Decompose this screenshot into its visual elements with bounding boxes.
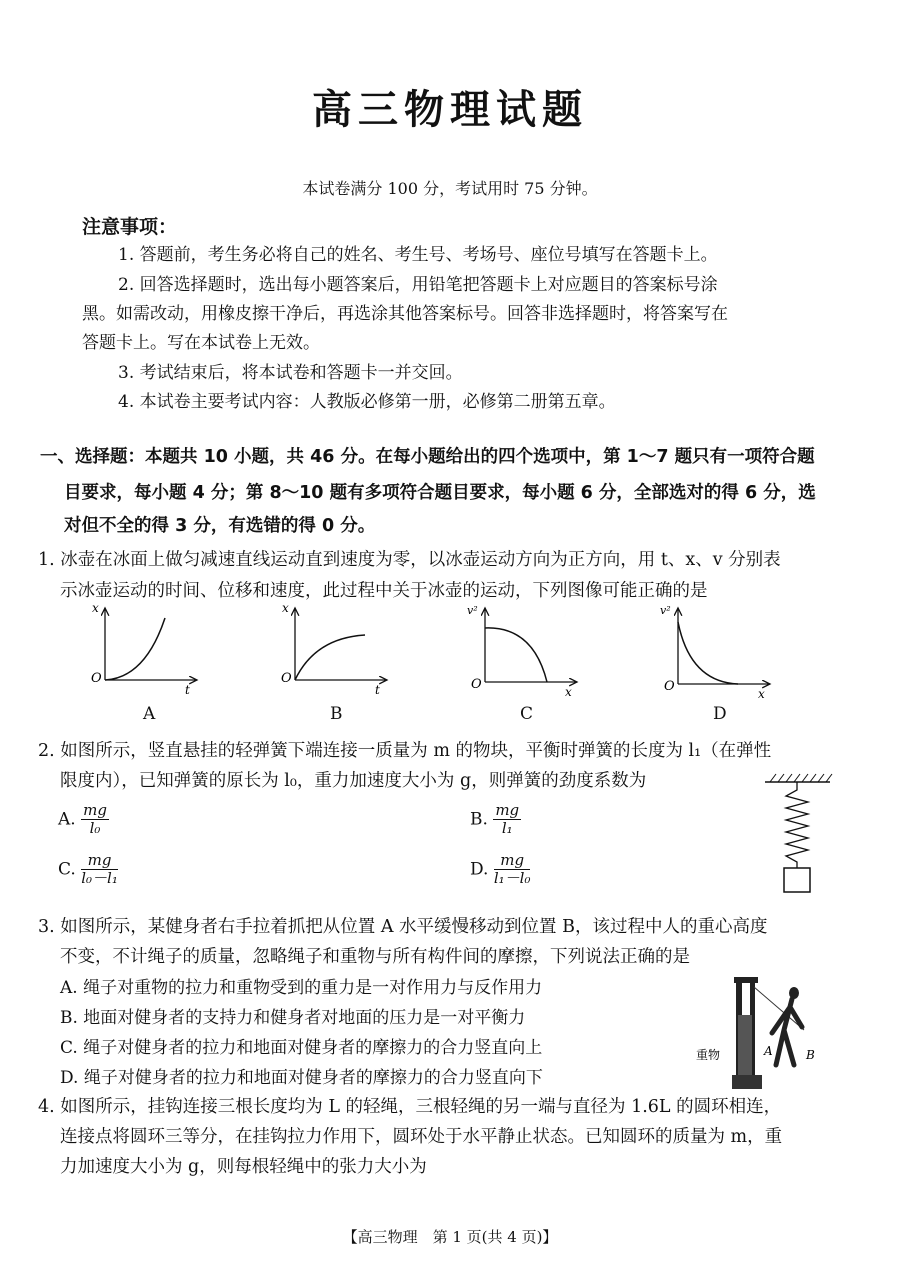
q2-option-d: D. $\frac{mg}{\text{l₁－l₀}}$ [470,851,531,888]
q2-option-c: C. $\frac{mg}{\text{l₀－l₁}}$ [58,851,118,888]
x-axis-label: x [565,685,572,699]
q4-stem: 力加速度大小为 g，则每根轻绳中的张力大小为 [60,1157,427,1177]
graph-label: D [713,704,727,724]
q3-option-d: D. 绳子对健身者的拉力和地面对健身者的摩擦力的合力竖直向下 [60,1068,543,1088]
q3-stem: 3. 如图所示，某健身者右手拉着抓把从位置 A 水平缓慢移动到位置 B，该过程中人的重心高度 [38,917,768,937]
notice-line: 黑。如需改动，用橡皮擦干净后，再选涂其他答案标号。回答非选择题时，将答案写在 [82,304,728,324]
notice-line: 2. 回答选择题时，选出每小题答案后，用铅笔把答题卡上对应题目的答案标号涂 [118,275,718,295]
origin-label: O [91,671,102,686]
notice-line: 答题卡上。写在本试卷上无效。 [82,333,320,353]
y-axis-label: v² [467,604,478,617]
exam-subtitle: 本试卷满分 100 分，考试用时 75 分钟。 [302,179,598,198]
graph-label: C [520,704,534,724]
q1-graph-c [465,600,585,700]
q2-stem: 限度内），已知弹簧的原长为 l₀，重力加速度大小为 g，则弹簧的劲度系数为 [60,771,647,791]
q2-spring-figure [760,770,840,900]
q4-stem: 4. 如图所示，挂钩连接三根长度均为 L 的轻绳，三根轻绳的另一端与直径为 1.6L 的圆环相连， [38,1097,782,1117]
notice-line: 1. 答题前，考生务必将自己的姓名、考生号、考场号、座位号填写在答题卡上。 [118,245,718,265]
origin-label: O [471,677,482,692]
x-axis-label: x [758,687,765,700]
q2-option-a: A. $\frac{mg}{\text{l₀}}$ [58,801,107,838]
q1-graph-a [85,600,205,700]
block [784,868,810,892]
q2-stem: 2. 如图所示，竖直悬挂的轻弹簧下端连接一质量为 m 的物块，平衡时弹簧的长度为 l₁（在弹性 [38,741,772,761]
q4-stem: 连接点将圆环三等分，在挂钩拉力作用下，圆环处于水平静止状态。已知圆环的质量为 m，重 [60,1127,783,1147]
x-axis-label: t [375,683,380,697]
q2-option-b: B. $\frac{mg}{\text{l₁}}$ [470,801,520,838]
section-text: 对但不全的得 3 分，有选错的得 0 分。 [64,516,376,536]
section-text: 目要求，每小题 4 分；第 8～10 题有多项符合题目要求，每小题 6 分，全部选对的得 6 分，选 [64,483,816,503]
spring [786,782,808,868]
graph-label: A [143,704,156,724]
notice-line: 3. 考试结束后，将本试卷和答题卡一并交回。 [118,363,463,383]
q1-graph-b [275,600,395,700]
y-axis-label: v² [660,604,671,617]
origin-label: O [664,679,675,694]
graph-label: B [330,704,343,724]
origin-label: O [281,671,292,686]
page-footer: 【高三物理 第 1 页(共 4 页)】 [342,1228,558,1246]
page-title: 高三物理试题 [312,87,588,133]
q1-stem: 1. 冰壶在冰面上做匀减速直线运动直到速度为零，以冰壶运动方向为正方向，用 t、x、v 分别表 [38,550,781,570]
q3-stem: 不变，不计绳子的质量，忽略绳子和重物与所有构件间的摩擦，下列说法正确的是 [60,947,690,967]
curve [678,622,738,684]
q3-gym-figure [696,975,826,1095]
curve [105,618,165,680]
notice-heading: 注意事项： [82,216,178,238]
y-axis-label: x [92,601,99,615]
weight-label: 重物 [696,1048,721,1062]
curve [295,635,365,680]
q3-option-a: A. 绳子对重物的拉力和重物受到的重力是一对作用力与反作用力 [60,978,543,998]
y-axis-label: x [282,601,289,615]
q3-option-b: B. 地面对健身者的支持力和健身者对地面的压力是一对平衡力 [60,1008,526,1028]
curve [485,628,547,682]
q3-option-c: C. 绳子对健身者的拉力和地面对健身者的摩擦力的合力竖直向上 [60,1038,543,1058]
q1-graph-d [658,600,778,700]
q1-stem: 示冰壶运动的时间、位移和速度，此过程中关于冰壶的运动，下列图像可能正确的是 [60,581,708,601]
pos-b-label: B [806,1048,815,1062]
x-axis-label: t [185,683,190,697]
section-heading: 一、选择题：本题共 10 小题，共 46 分。在每小题给出的四个选项中，第 1～7 题只有一项符合题 [40,447,815,467]
pos-a-label: A [764,1044,773,1058]
notice-line: 4. 本试卷主要考试内容：人教版必修第一册，必修第二册第五章。 [118,392,616,412]
